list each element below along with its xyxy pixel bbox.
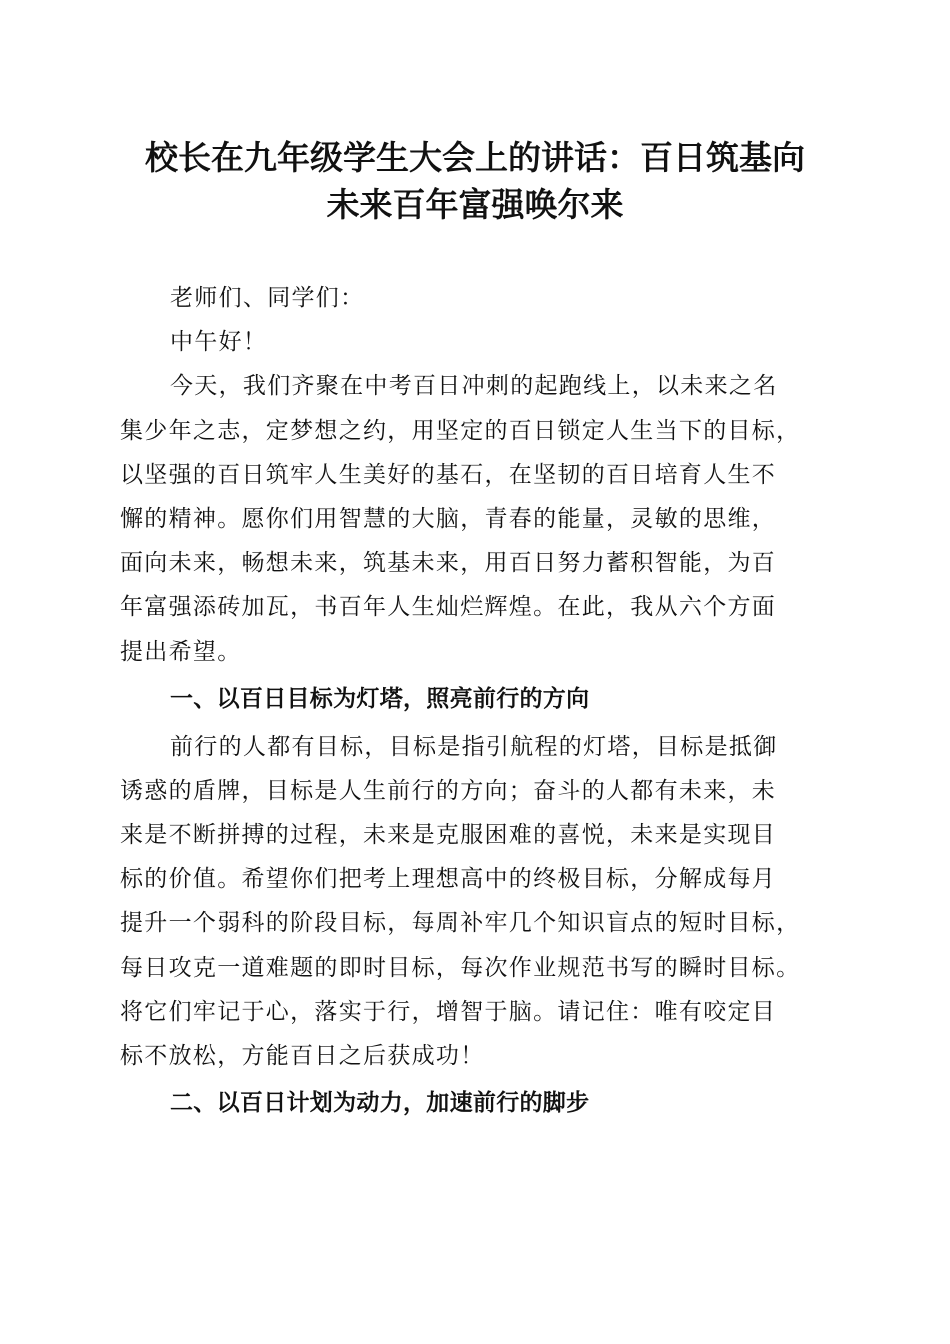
text-line: 标的价值。希望你们把考上理想高中的终极目标，分解成每月 xyxy=(120,866,777,893)
text-line: 来是不断拼搏的过程，未来是克服困难的喜悦，未来是实现目 xyxy=(120,822,777,849)
section-paragraph xyxy=(120,725,840,1079)
intro-paragraph xyxy=(120,364,840,673)
text-line: 将它们牢记于心，落实于行，增智于脑。请记住：唯有咬定目 xyxy=(120,998,777,1025)
text-line: 提出希望。 xyxy=(120,638,242,665)
title-line: 校长在九年级学生大会上的讲话：百日筑基向 xyxy=(145,138,805,177)
text-line: 前行的人都有目标，目标是指引航程的灯塔，目标是抵御 xyxy=(170,733,778,760)
text-line: 提升一个弱科的阶段目标，每周补牢几个知识盲点的短时目标， xyxy=(120,910,801,937)
text-line: 诱惑的盾牌，目标是人生前行的方向；奋斗的人都有未来，未 xyxy=(120,777,777,804)
text-line: 集少年之志，定梦想之约，用坚定的百日锁定人生当下的目标， xyxy=(120,417,801,444)
section-heading: 二、以百日计划为动力，加速前行的脚步 xyxy=(170,1090,590,1117)
text-line: 年富强添砖加瓦，书百年人生灿烂辉煌。在此，我从六个方面 xyxy=(120,594,777,621)
text-line: 每日攻克一道难题的即时目标，每次作业规范书写的瞬时目标。 xyxy=(120,954,801,981)
document-body xyxy=(120,276,840,1129)
title-line: 未来百年富强唤尔来 xyxy=(326,185,624,224)
greeting: 中午好！ xyxy=(170,329,268,356)
text-line: 懈的精神。愿你们用智慧的大脑，青春的能量，灵敏的思维， xyxy=(120,505,777,532)
text-line: 标不放松，方能百日之后获成功！ xyxy=(120,1043,485,1069)
text-line: 今天，我们齐聚在中考百日冲刺的起跑线上，以未来之名 xyxy=(170,373,778,400)
document-title xyxy=(0,134,950,228)
text-line: 以坚强的百日筑牢人生美好的基石，在坚韧的百日培育人生不 xyxy=(120,461,777,488)
salutation: 老师们、同学们： xyxy=(170,285,365,311)
text-line: 面向未来，畅想未来，筑基未来，用百日努力蓄积智能，为百 xyxy=(120,550,777,577)
section-heading: 一、以百日目标为灯塔，照亮前行的方向 xyxy=(170,685,590,712)
